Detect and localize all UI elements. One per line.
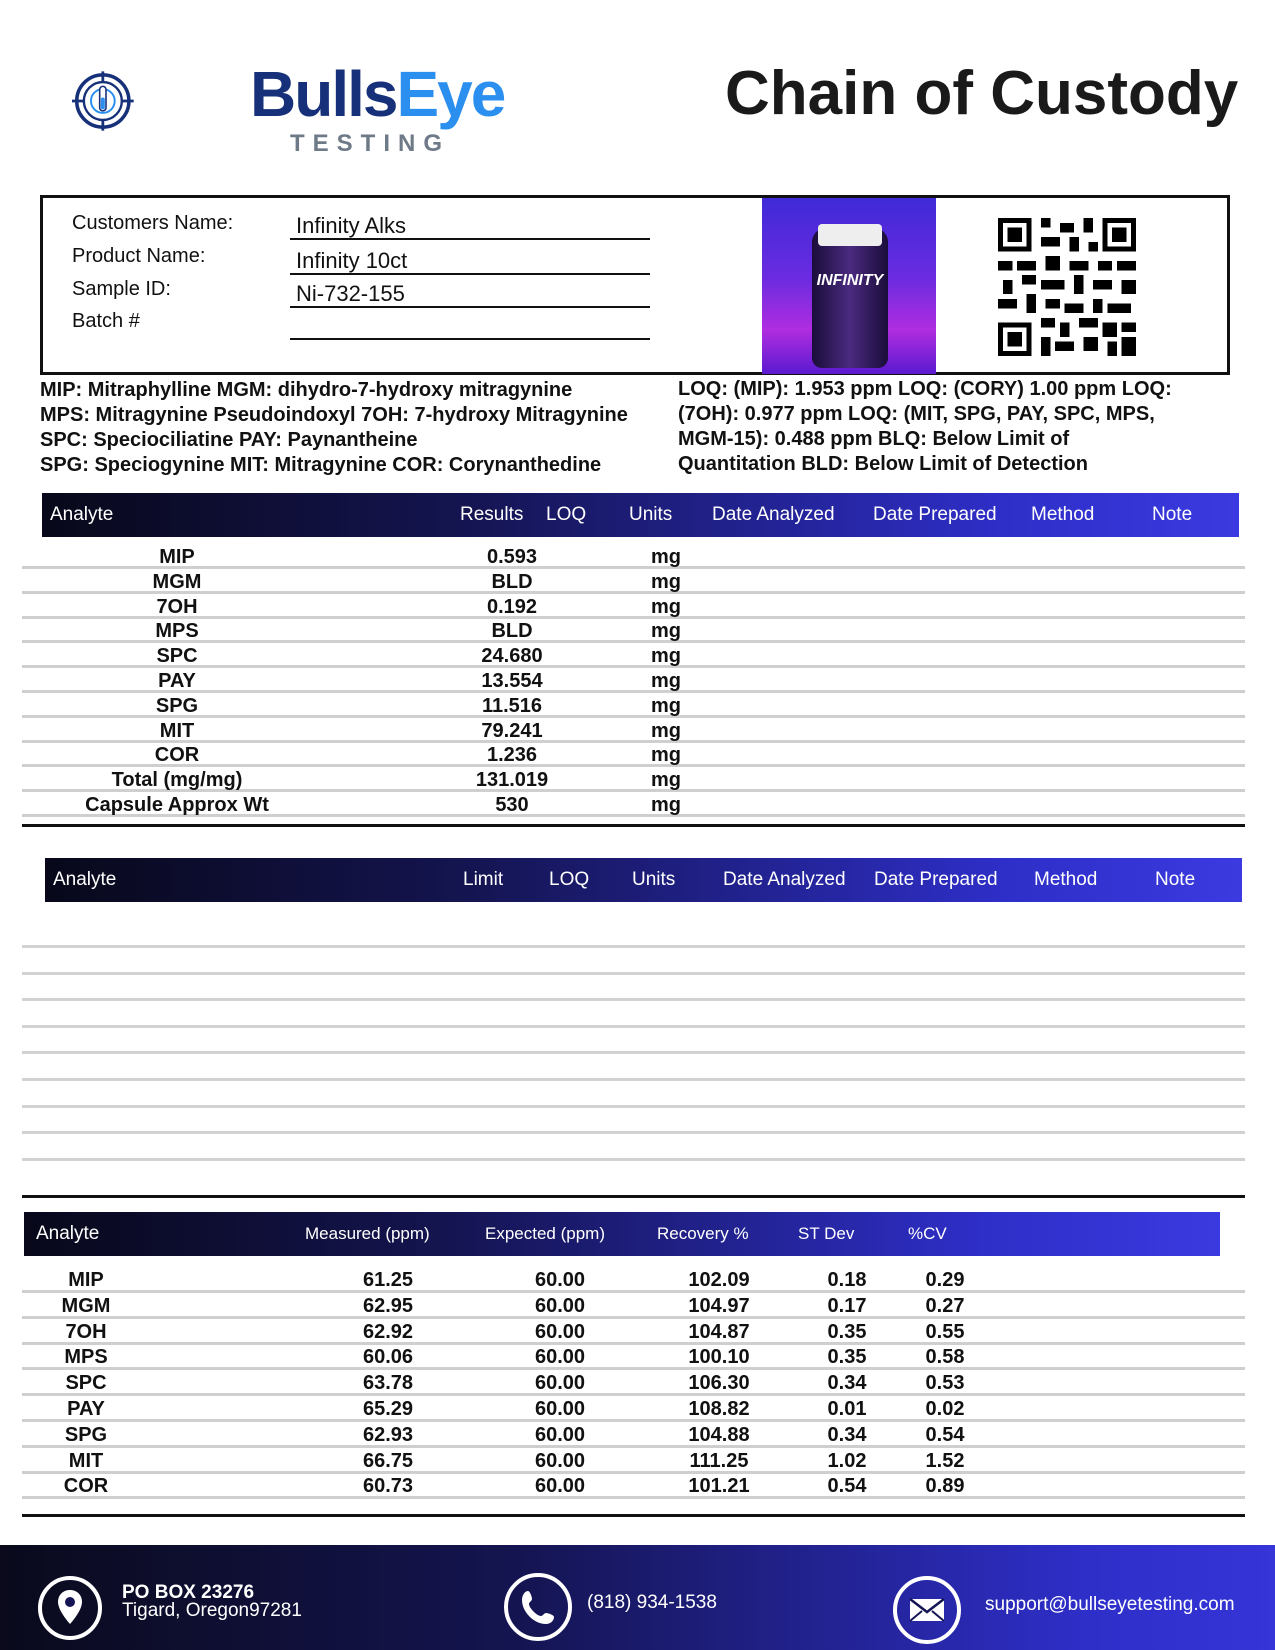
table-row <box>22 1025 1245 1028</box>
product-bottle <box>812 228 888 368</box>
header-cell: Units <box>629 504 673 525</box>
table-row <box>22 998 1245 1001</box>
brand-name-part2: Eye <box>396 58 505 130</box>
units-cell: mg <box>651 694 681 717</box>
stdev-cell: 0.34 <box>827 1423 867 1446</box>
measured-cell: 62.92 <box>362 1320 414 1343</box>
units-cell: mg <box>651 719 681 742</box>
analyte-cell: MIT <box>68 1449 104 1472</box>
product-bottle-cap <box>818 224 882 246</box>
result-cell: 0.593 <box>486 546 538 568</box>
product-name-label: Product Name: <box>72 245 206 267</box>
table-row <box>22 644 1245 668</box>
table-row <box>22 972 1245 975</box>
phone-icon <box>504 1573 572 1641</box>
expected-cell: 60.00 <box>534 1320 586 1343</box>
stdev-cell: 0.01 <box>827 1398 867 1420</box>
map-pin-icon <box>38 1576 102 1640</box>
table-row <box>22 743 1245 767</box>
expected-cell: 60.00 <box>534 1294 586 1317</box>
legend-line: SPC: Speciociliatine PAY: Paynantheine <box>40 429 418 451</box>
table-row <box>22 1268 1245 1293</box>
address-line2: Tigard, Oregon97281 <box>122 1600 302 1621</box>
header-cell: Measured (ppm) <box>305 1224 430 1243</box>
result-cell: 24.680 <box>481 645 543 668</box>
legend-line: MIP: Mitraphylline MGM: dihydro-7-hydroxy mitragynine <box>40 379 573 401</box>
product-bottle-text: INFINITY <box>816 272 884 289</box>
table-row <box>22 619 1245 643</box>
header-cell: Units <box>632 869 676 890</box>
header-cell: Note <box>1152 504 1193 525</box>
recovery-cell: 102.09 <box>688 1269 750 1291</box>
table-row <box>22 1158 1245 1161</box>
analyte-cell: SPG <box>64 1423 108 1446</box>
header-cell: Results <box>460 504 524 525</box>
legend-line: MPS: Mitragynine Pseudoindoxyl 7OH: 7-hydroxy Mitragynine <box>40 404 628 426</box>
batch-value <box>290 312 650 340</box>
table-row <box>22 768 1245 792</box>
analyte-cell: MPS <box>155 620 199 643</box>
header-cell: Recovery % <box>657 1224 749 1243</box>
result-cell: 131.019 <box>475 769 549 792</box>
sample-id-value: Ni-732-155 <box>290 280 650 308</box>
table-row <box>22 945 1245 948</box>
measured-cell: 66.75 <box>362 1449 414 1472</box>
recovery-cell: 104.87 <box>688 1320 750 1343</box>
table-row <box>22 793 1245 817</box>
units-cell: mg <box>651 670 681 692</box>
expected-cell: 60.00 <box>534 1449 586 1472</box>
analyte-cell: SPG <box>155 694 199 717</box>
table-row <box>22 1423 1245 1448</box>
header-cell: Method <box>1034 869 1098 890</box>
abbreviation-legend <box>40 378 628 478</box>
stdev-cell: 1.02 <box>827 1449 867 1472</box>
stdev-cell: 0.35 <box>827 1320 867 1343</box>
legend-line: LOQ: (MIP): 1.953 ppm LOQ: (CORY) 1.00 ppm LOQ: <box>678 378 1172 400</box>
measured-cell: 65.29 <box>362 1398 414 1420</box>
header-cell: Limit <box>463 869 504 890</box>
sample-id-label: Sample ID: <box>72 278 171 300</box>
result-cell: 13.554 <box>481 670 543 692</box>
phone-number[interactable]: (818) 934-1538 <box>587 1592 717 1613</box>
header-cell: Date Prepared <box>874 869 998 890</box>
result-cell: 79.241 <box>481 719 543 742</box>
analyte-cell: MIP <box>159 546 195 568</box>
units-cell: mg <box>651 769 681 792</box>
stdev-cell: 0.34 <box>827 1372 867 1395</box>
table-row <box>22 1320 1245 1345</box>
header-cell: Date Analyzed <box>723 869 846 890</box>
analyte-cell: MGM <box>61 1294 111 1317</box>
header-cell: LOQ <box>549 869 590 890</box>
table-row <box>22 1078 1245 1081</box>
analyte-cell: MIP <box>68 1269 104 1291</box>
analyte-cell: SPC <box>156 645 198 668</box>
table-row <box>22 545 1245 569</box>
section-divider <box>22 824 1245 827</box>
qc-table-header <box>24 1212 1220 1256</box>
customer-name-label: Customers Name: <box>72 212 234 234</box>
header-cell: Date Prepared <box>873 504 997 525</box>
section-divider <box>22 1195 1245 1198</box>
product-name-value: Infinity 10ct <box>290 247 650 275</box>
table-row <box>22 1345 1245 1370</box>
customer-name-value: Infinity Alks <box>290 212 650 240</box>
units-cell: mg <box>651 620 681 643</box>
table-row <box>22 1131 1245 1134</box>
stdev-cell: 0.18 <box>827 1269 867 1291</box>
measured-cell: 62.95 <box>362 1294 414 1317</box>
header-cell: Method <box>1031 504 1095 525</box>
recovery-cell: 101.21 <box>688 1475 750 1498</box>
expected-cell: 60.00 <box>534 1346 586 1369</box>
units-cell: mg <box>651 794 681 816</box>
table-row <box>22 1449 1245 1474</box>
table-row <box>22 719 1245 743</box>
analyte-cell: MIT <box>159 719 195 742</box>
measured-cell: 62.93 <box>362 1423 414 1446</box>
legend-line: SPG: Speciogynine MIT: Mitragynine COR: Corynanthedine <box>40 454 602 476</box>
batch-label: Batch # <box>72 310 140 332</box>
analyte-cell: SPC <box>65 1372 107 1395</box>
recovery-cell: 100.10 <box>688 1346 750 1369</box>
header-cell: LOQ <box>546 504 587 525</box>
measured-cell: 61.25 <box>362 1269 414 1291</box>
cv-cell: 0.29 <box>925 1269 965 1291</box>
units-cell: mg <box>651 744 681 767</box>
result-cell: 530 <box>495 794 529 816</box>
section-divider <box>22 1514 1245 1517</box>
recovery-cell: 106.30 <box>688 1372 750 1395</box>
units-cell: mg <box>651 570 681 593</box>
email-address[interactable]: support@bullseyetesting.com <box>985 1594 1235 1615</box>
result-cell: 11.516 <box>481 694 543 717</box>
recovery-cell: 104.88 <box>688 1423 750 1446</box>
legend-line: Quantitation BLD: Below Limit of Detection <box>678 453 1088 475</box>
table-row <box>22 1397 1245 1422</box>
result-cell: 1.236 <box>486 744 538 767</box>
header-cell: ST Dev <box>798 1224 855 1243</box>
table-row <box>22 1294 1245 1319</box>
cv-cell: 0.02 <box>925 1398 965 1420</box>
expected-cell: 60.00 <box>534 1475 586 1498</box>
envelope-icon <box>893 1576 961 1644</box>
cv-cell: 0.58 <box>925 1346 965 1369</box>
analyte-cell: COR <box>154 744 200 767</box>
units-cell: mg <box>651 546 681 568</box>
loq-legend <box>678 377 1172 477</box>
bullseye-logo-icon <box>72 26 242 176</box>
analyte-cell: COR <box>63 1475 109 1498</box>
analyte-cell: PAY <box>67 1398 105 1420</box>
table-row <box>22 1371 1245 1396</box>
header-cell: Analyte <box>50 504 114 525</box>
table-row <box>22 595 1245 619</box>
header-cell: %CV <box>908 1224 947 1243</box>
header-cell: Analyte <box>36 1223 100 1244</box>
legend-line: MGM-15): 0.488 ppm BLQ: Below Limit of <box>678 428 1070 450</box>
table-row <box>22 1051 1245 1054</box>
results-table-header <box>42 493 1239 537</box>
expected-cell: 60.00 <box>534 1372 586 1395</box>
expected-cell: 60.00 <box>534 1269 586 1291</box>
analyte-cell: 7OH <box>156 595 198 618</box>
analyte-cell: Total (mg/mg) <box>111 769 243 792</box>
cv-cell: 0.53 <box>925 1372 965 1395</box>
measured-cell: 63.78 <box>362 1372 414 1395</box>
cv-cell: 0.27 <box>925 1294 965 1317</box>
cv-cell: 0.89 <box>925 1475 965 1498</box>
stdev-cell: 0.54 <box>827 1475 867 1498</box>
cv-cell: 0.55 <box>925 1320 965 1343</box>
qr-code-icon <box>998 218 1136 356</box>
result-cell: BLD <box>491 570 533 593</box>
result-cell: 0.192 <box>486 595 538 618</box>
analyte-cell: MPS <box>64 1346 108 1369</box>
table-row <box>22 1105 1245 1108</box>
limits-table-header <box>45 858 1242 902</box>
recovery-cell: 111.25 <box>689 1449 749 1472</box>
cv-cell: 1.52 <box>925 1449 965 1472</box>
measured-cell: 60.06 <box>362 1346 414 1369</box>
stdev-cell: 0.17 <box>827 1294 867 1317</box>
units-cell: mg <box>651 645 681 668</box>
cv-cell: 0.54 <box>925 1423 965 1446</box>
result-cell: BLD <box>491 620 533 643</box>
header-cell: Note <box>1155 869 1196 890</box>
units-cell: mg <box>651 595 681 618</box>
table-row <box>22 669 1245 693</box>
brand-name-part1: Bulls <box>250 58 397 130</box>
table-row <box>22 570 1245 594</box>
analyte-cell: PAY <box>158 670 196 692</box>
expected-cell: 60.00 <box>534 1423 586 1446</box>
address-line1: PO BOX 23276 <box>122 1582 255 1603</box>
table-row <box>22 1474 1245 1499</box>
header-cell: Analyte <box>53 869 117 890</box>
analyte-cell: MGM <box>152 570 202 593</box>
legend-line: (7OH): 0.977 ppm LOQ: (MIT, SPG, PAY, SPC, MPS, <box>678 403 1155 425</box>
header-cell: Expected (ppm) <box>485 1224 605 1243</box>
header-cell: Date Analyzed <box>712 504 835 525</box>
expected-cell: 60.00 <box>534 1398 586 1420</box>
brand-name <box>250 58 505 130</box>
measured-cell: 60.73 <box>362 1475 414 1498</box>
analyte-cell: Capsule Approx Wt <box>85 794 269 816</box>
recovery-cell: 104.97 <box>688 1294 750 1317</box>
analyte-cell: 7OH <box>65 1320 107 1343</box>
page-title: Chain of Custody <box>725 59 1239 128</box>
stdev-cell: 0.35 <box>827 1346 867 1369</box>
table-row <box>22 694 1245 718</box>
brand-subtitle: TESTING <box>290 130 451 157</box>
recovery-cell: 108.82 <box>688 1398 750 1420</box>
